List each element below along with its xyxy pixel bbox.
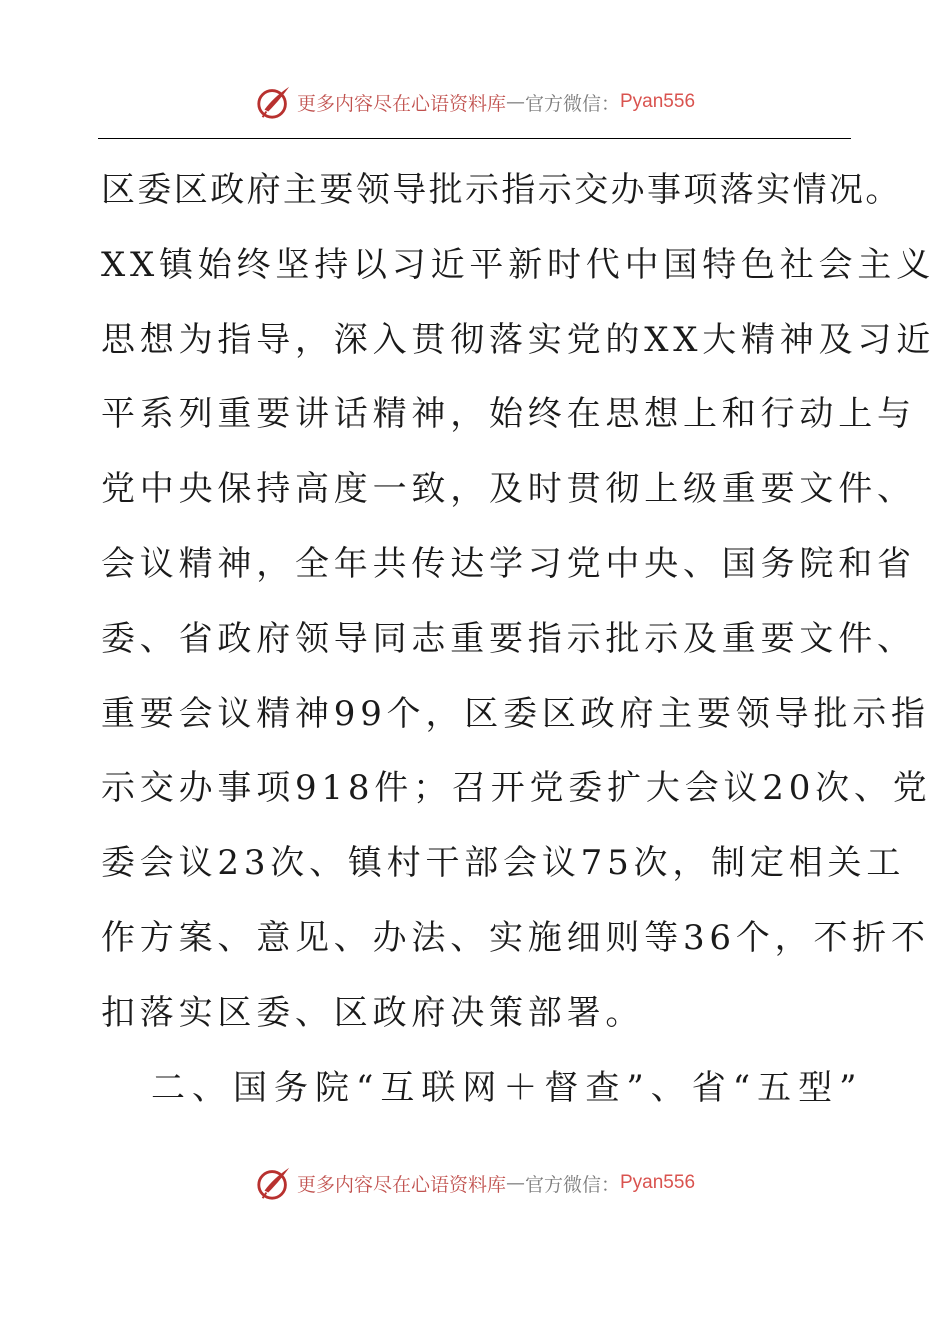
quill-logo-icon (255, 1164, 293, 1202)
header-wechat-id: Pyan556 (620, 91, 696, 112)
body-line: 作方案、意见、办法、实施细则等36个，不折不 (101, 917, 930, 958)
body-line: 会议精神，全年共传达学习党中央、国务院和省 (101, 543, 916, 584)
body-line: 委会议23次、镇村干部会议75次，制定相关工 (101, 843, 906, 884)
footer-wechat-id: Pyan556 (620, 1172, 696, 1193)
header-rule (98, 138, 851, 139)
body-line: 党中央保持高度一致，及时贯彻上级重要文件、 (101, 469, 916, 510)
header-wechat-label: 官方微信： (524, 92, 620, 115)
header-brand-text: 更多内容尽在心语资料库 (296, 92, 506, 115)
header-dash: — (505, 91, 525, 113)
footer-banner (0, 1163, 950, 1203)
body-line: 平系列重要讲话精神，始终在思想上和行动上与 (101, 394, 916, 435)
quill-logo-icon (255, 83, 293, 121)
footer-brand-text: 更多内容尽在心语资料库 (296, 1173, 506, 1196)
document-body (101, 153, 936, 1125)
body-line: XX镇始终坚持以习近平新时代中国特色社会主义 (101, 244, 936, 285)
header-banner (0, 82, 950, 122)
body-line: 示交办事项918件；召开党委扩大会议20次、党 (101, 768, 932, 809)
footer-dash: — (505, 1172, 525, 1194)
body-line: 委、省政府领导同志重要指示批示及重要文件、 (101, 618, 916, 659)
body-line: 区委区政府主要领导批示指示交办事项落实情况。 (101, 170, 902, 210)
body-line: 思想为指导，深入贯彻落实党的XX大精神及习近 (101, 319, 936, 360)
footer-wechat-label: 官方微信： (524, 1173, 620, 1196)
section-heading: 二、国务院“互联网＋督查”、省“五型” (151, 1067, 864, 1108)
body-line: 重要会议精神99个，区委区政府主要领导批示指 (101, 693, 930, 734)
body-line: 扣落实区委、区政府决策部署。 (101, 992, 645, 1033)
